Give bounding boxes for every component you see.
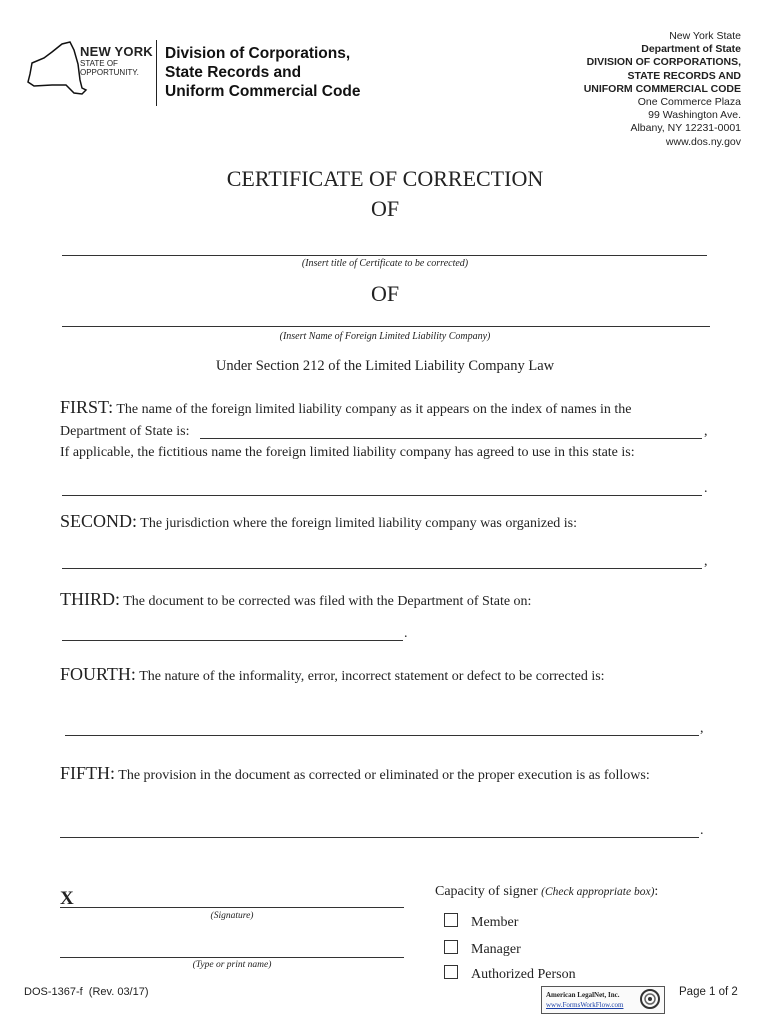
logo-tagline-1: STATE OF [80, 59, 118, 68]
second-lead: SECOND: [60, 511, 138, 531]
capacity-option-manager[interactable] [444, 940, 521, 958]
division-line-1: Division of Corporations, [165, 45, 351, 62]
authorized-person-label: Authorized Person [471, 967, 576, 982]
fifth-text: The provision in the document as corrected or eliminated or the proper execution is as follows: [118, 768, 650, 783]
division-name [165, 44, 361, 101]
page-number: Page 1 of 2 [679, 986, 738, 998]
capacity-hint: (Check appropriate box) [541, 886, 655, 898]
fourth-lead: FOURTH: [60, 664, 136, 684]
corrected-provision-period: . [700, 823, 704, 838]
second-paragraph [60, 511, 577, 532]
first-text: The name of the foreign limited liability company as it appears on the index of names in the [116, 402, 632, 417]
certificate-title-caption: (Insert title of Certificate to be corrected) [301, 258, 469, 269]
printed-name-input[interactable] [60, 957, 404, 958]
publisher-badge [541, 986, 665, 1014]
logo-tagline-2: OPPORTUNITY. [80, 68, 139, 77]
logo-state-name: NEW YORK [80, 44, 153, 59]
printed-name-caption: (Type or print name) [192, 960, 272, 970]
form-title: CERTIFICATE OF CORRECTION [226, 166, 544, 191]
signature-x-mark: X [60, 888, 74, 909]
third-lead: THIRD: [60, 589, 120, 609]
first-text-2: Department of State is: [60, 424, 190, 439]
division-line-3: Uniform Commercial Code [165, 83, 361, 100]
capacity-option-member[interactable] [444, 913, 518, 931]
logo-divider [156, 40, 157, 106]
fictitious-name-period: . [704, 481, 708, 496]
company-name-caption: (Insert Name of Foreign Limited Liability Company) [279, 331, 491, 342]
publisher-url[interactable]: www.FormsWorkFlow.com [546, 1001, 624, 1009]
title-of-2: OF [370, 281, 400, 306]
first-paragraph [60, 397, 632, 418]
manager-label: Manager [471, 942, 521, 957]
second-text: The jurisdiction where the foreign limited liability company was organized is: [140, 516, 578, 531]
filing-date-period: . [404, 626, 408, 641]
publisher-name: American LegalNet, Inc. [546, 991, 620, 999]
form-title-of: OF [370, 196, 400, 221]
publisher-swirl-icon [639, 988, 661, 1010]
capacity-option-authorized-person[interactable] [444, 965, 576, 983]
company-name-input[interactable] [62, 326, 710, 327]
agency-address [441, 30, 741, 149]
corrected-provision-input[interactable] [60, 837, 699, 838]
fifth-paragraph [60, 763, 650, 784]
address-division-3: UNIFORM COMMERCIAL CODE [583, 82, 741, 95]
jurisdiction-comma: , [704, 554, 708, 569]
company-index-name-input[interactable] [200, 438, 702, 439]
law-reference: Under Section 212 of the Limited Liability Company Law [215, 358, 555, 374]
first-text-3: If applicable, the fictitious name the foreign limited liability company has agreed to use in this state is: [60, 445, 635, 460]
member-checkbox[interactable] [444, 913, 458, 927]
signature-input[interactable] [60, 907, 404, 908]
filing-date-input[interactable] [62, 640, 403, 641]
third-paragraph [60, 589, 531, 610]
manager-checkbox[interactable] [444, 940, 458, 954]
authorized-person-checkbox[interactable] [444, 965, 458, 979]
signature-caption: (Signature) [210, 911, 254, 921]
first-comma: , [704, 424, 708, 439]
jurisdiction-input[interactable] [62, 568, 702, 569]
error-description-input[interactable] [65, 735, 699, 736]
new-york-state-outline-icon [28, 42, 86, 94]
address-division-1: DIVISION OF CORPORATIONS, [586, 56, 741, 69]
address-street-1: One Commerce Plaza [637, 96, 741, 109]
fourth-text: The nature of the informality, error, incorrect statement or defect to be corrected is: [139, 669, 605, 684]
fourth-paragraph [60, 664, 605, 685]
address-city: Albany, NY 12231-0001 [630, 122, 741, 135]
division-line-2: State Records and [165, 64, 302, 81]
capacity-label [435, 884, 658, 900]
certificate-title-input[interactable] [62, 255, 707, 256]
address-division-2: STATE RECORDS AND [627, 69, 741, 82]
form-identifier: DOS-1367-f (Rev. 03/17) [24, 986, 149, 998]
capacity-label-text: Capacity of signer [435, 884, 538, 899]
error-description-comma: , [700, 721, 704, 736]
third-text: The document to be corrected was filed with the Department of State on: [123, 594, 532, 609]
first-lead: FIRST: [60, 397, 114, 417]
address-department: Department of State [641, 43, 741, 56]
address-website: www.dos.ny.gov [665, 135, 741, 148]
capacity-colon: : [654, 884, 659, 899]
fifth-lead: FIFTH: [60, 763, 116, 783]
address-street-2: 99 Washington Ave. [648, 109, 741, 122]
address-state: New York State [669, 30, 741, 42]
fictitious-name-input[interactable] [62, 495, 702, 496]
member-label: Member [471, 915, 519, 930]
